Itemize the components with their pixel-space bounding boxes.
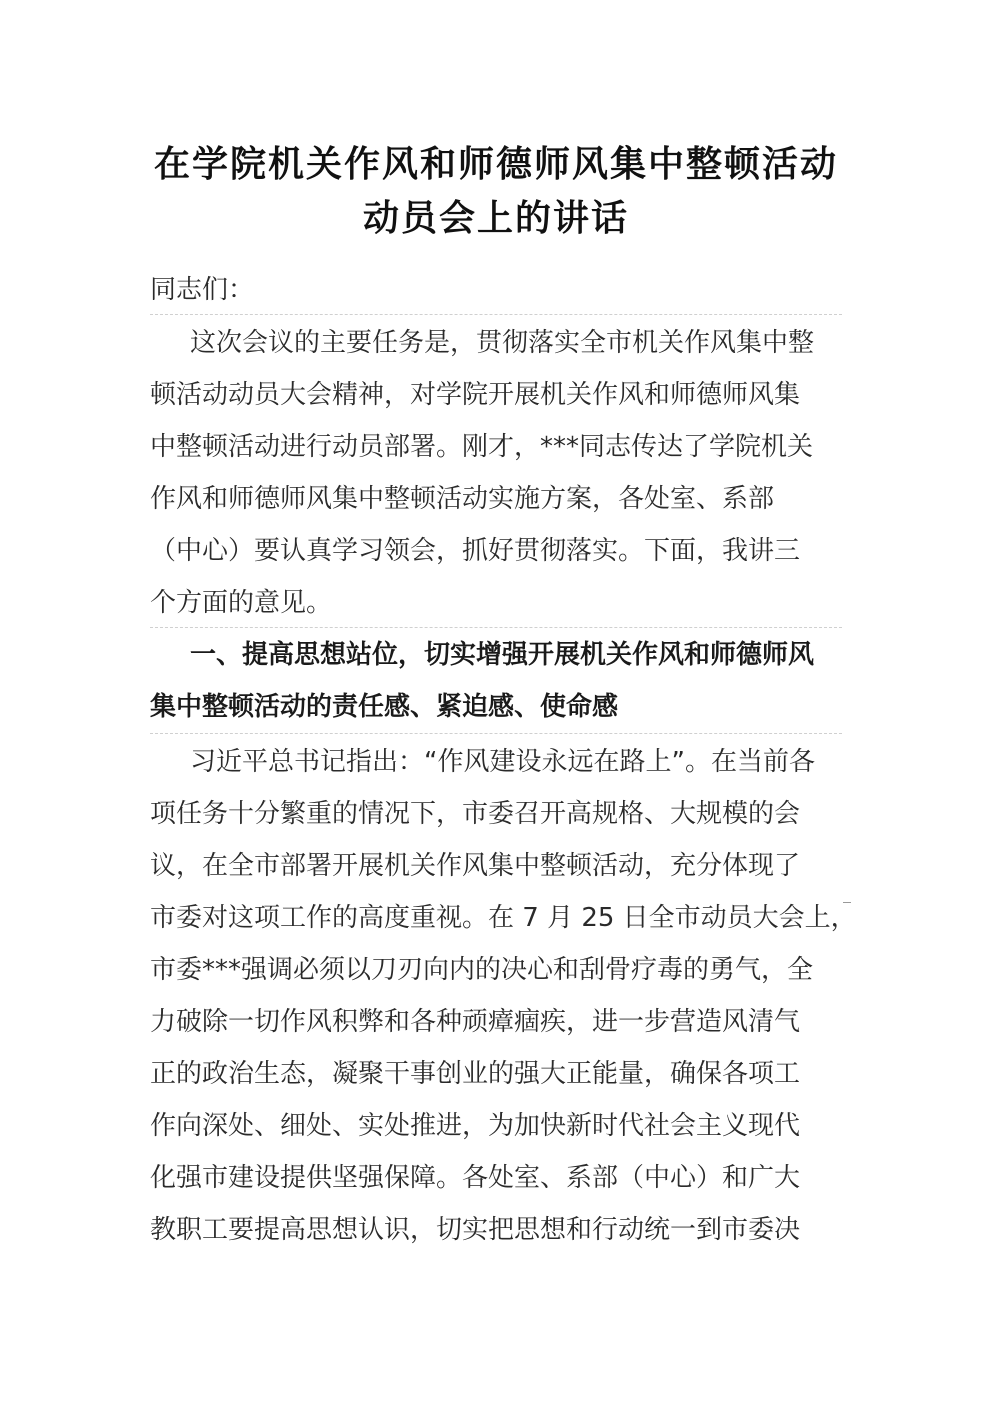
document-title-line-1: 在学院机关作风和师德师风集中整顿活动: [153, 143, 838, 185]
paragraph-1-line: 这次会议的主要任务是，贯彻落实全市机关作风集中整: [190, 328, 815, 358]
paragraph-2-line: 项任务十分繁重的情况下，市委召开高规格、大规模的会: [150, 799, 801, 829]
section-rule: [150, 314, 842, 315]
section-heading-line: 集中整顿活动的责任感、紧迫感、使命感: [150, 692, 619, 722]
paragraph-2-line: 市委对这项工作的高度重视。在 7 月 25 日全市动员大会上，: [150, 903, 857, 933]
paragraph-1-line: 顿活动动员大会精神，对学院开展机关作风和师德师风集: [150, 380, 801, 410]
section-rule: [150, 733, 842, 734]
paragraph-1-line: 作风和师德师风集中整顿活动实施方案，各处室、系部: [150, 484, 775, 514]
salutation: 同志们：: [150, 275, 255, 305]
paragraph-2-line: 力破除一切作风积弊和各种顽瘴痼疾，进一步营造风清气: [150, 1007, 801, 1037]
section-rule: [150, 627, 842, 628]
document-title-line-2: 动员会上的讲话: [362, 197, 629, 239]
paragraph-1-line: 个方面的意见。: [150, 588, 333, 618]
section-heading-line: 一、提高思想站位，切实增强开展机关作风和师德师风: [190, 640, 815, 670]
paragraph-2-line: 议，在全市部署开展机关作风集中整顿活动，充分体现了: [150, 851, 801, 881]
paragraph-2-line: 教职工要提高思想认识，切实把思想和行动统一到市委决: [150, 1215, 801, 1245]
paragraph-2-line: 作向深处、细处、实处推进，为加快新时代社会主义现代: [150, 1111, 801, 1141]
paragraph-2-line: 化强市建设提供坚强保障。各处室、系部（中心）和广大: [150, 1163, 801, 1193]
paragraph-2-line: 习近平总书记指出：“作风建设永远在路上”。在当前各: [190, 747, 815, 777]
paragraph-1-line: （中心）要认真学习领会，抓好贯彻落实。下面，我讲三: [150, 536, 801, 566]
paragraph-2-line: 市委***强调必须以刀刃向内的决心和刮骨疗毒的勇气，全: [150, 955, 814, 985]
paragraph-1-line: 中整顿活动进行动员部署。刚才，***同志传达了学院机关: [150, 432, 814, 462]
paragraph-2-line: 正的政治生态，凝聚干事创业的强大正能量，确保各项工: [150, 1059, 801, 1089]
margin-mark: [843, 902, 851, 903]
